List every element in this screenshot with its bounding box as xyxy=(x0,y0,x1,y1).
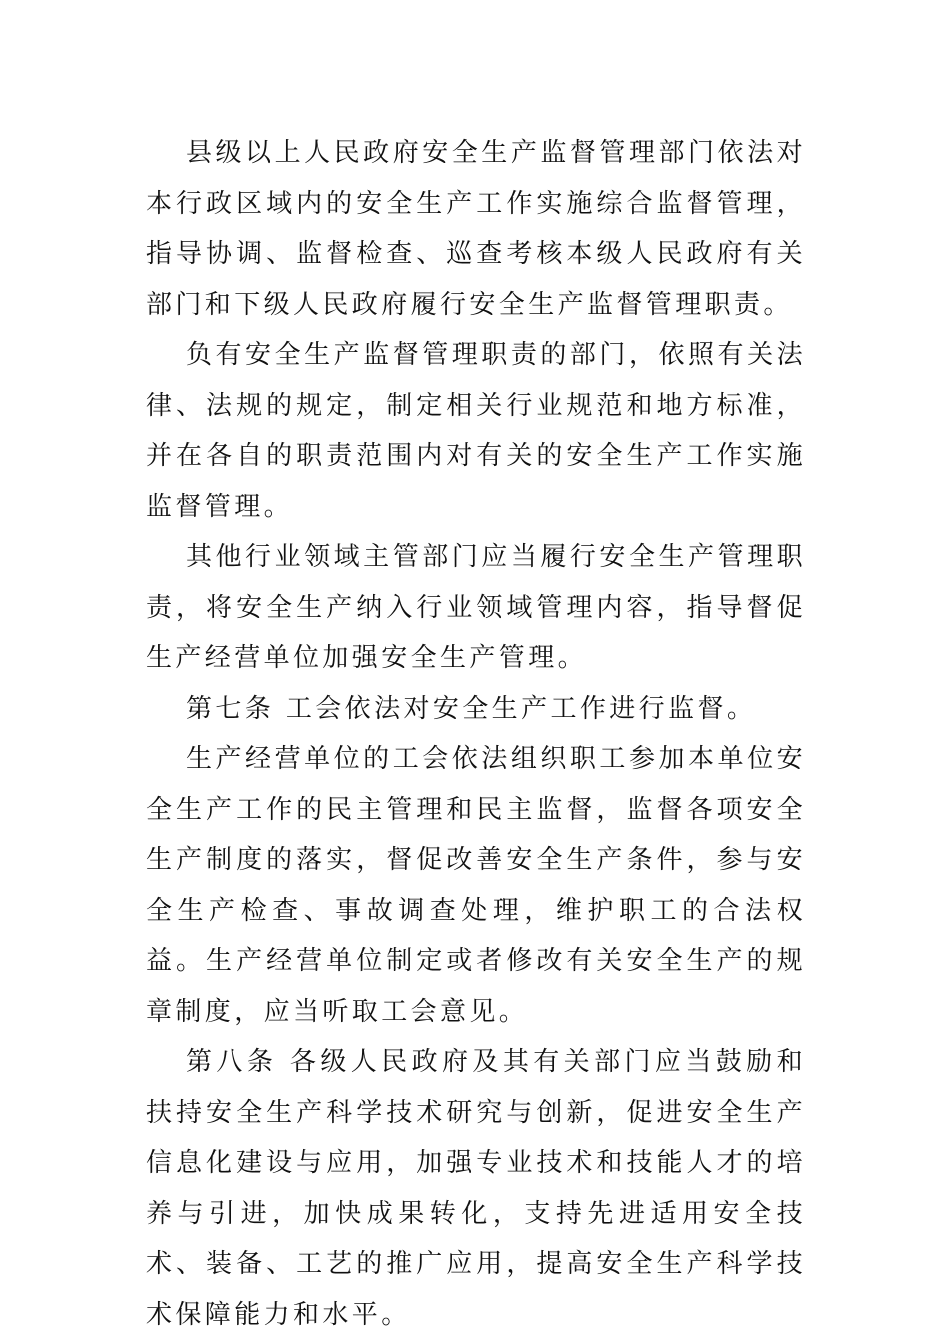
paragraph-article-8: 第八条 各级人民政府及其有关部门应当鼓励和扶持安全生产科学技术研究与创新，促进安全生产信息化建设与应用，加强专业技术和技能人才的培养与引进，加快成果转化，支持先进适用安全技术、装备、工艺的推广应用，提高安全生产科学技术保障能力和水平。 xyxy=(146,1047,806,1330)
paragraph-trade-union-duties: 生产经营单位的工会依法组织职工参加本单位安全生产工作的民主管理和民主监督，监督各项安全生产制度的落实，督促改善安全生产条件，参与安全生产检查、事故调查处理，维护职工的合法权益。生产经营单位制定或者修改有关安全生产的规章制度，应当听取工会意见。 xyxy=(146,744,806,1027)
paragraph-other-industry-departments: 其他行业领域主管部门应当履行安全生产管理职责，将安全生产纳入行业领域管理内容，指导督促生产经营单位加强安全生产管理。 xyxy=(146,542,806,673)
paragraph-supervision-departments: 县级以上人民政府安全生产监督管理部门依法对本行政区域内的安全生产工作实施综合监督管理，指导协调、监督检查、巡查考核本级人民政府有关部门和下级人民政府履行安全生产监督管理职责。 xyxy=(146,138,806,320)
paragraph-article-7: 第七条 工会依法对安全生产工作进行监督。 xyxy=(186,693,757,724)
document-body xyxy=(146,128,806,1340)
paragraph-responsible-departments: 负有安全生产监督管理职责的部门，依照有关法律、法规的规定，制定相关行业规范和地方标准，并在各自的职责范围内对有关的安全生产工作实施监督管理。 xyxy=(146,340,806,522)
